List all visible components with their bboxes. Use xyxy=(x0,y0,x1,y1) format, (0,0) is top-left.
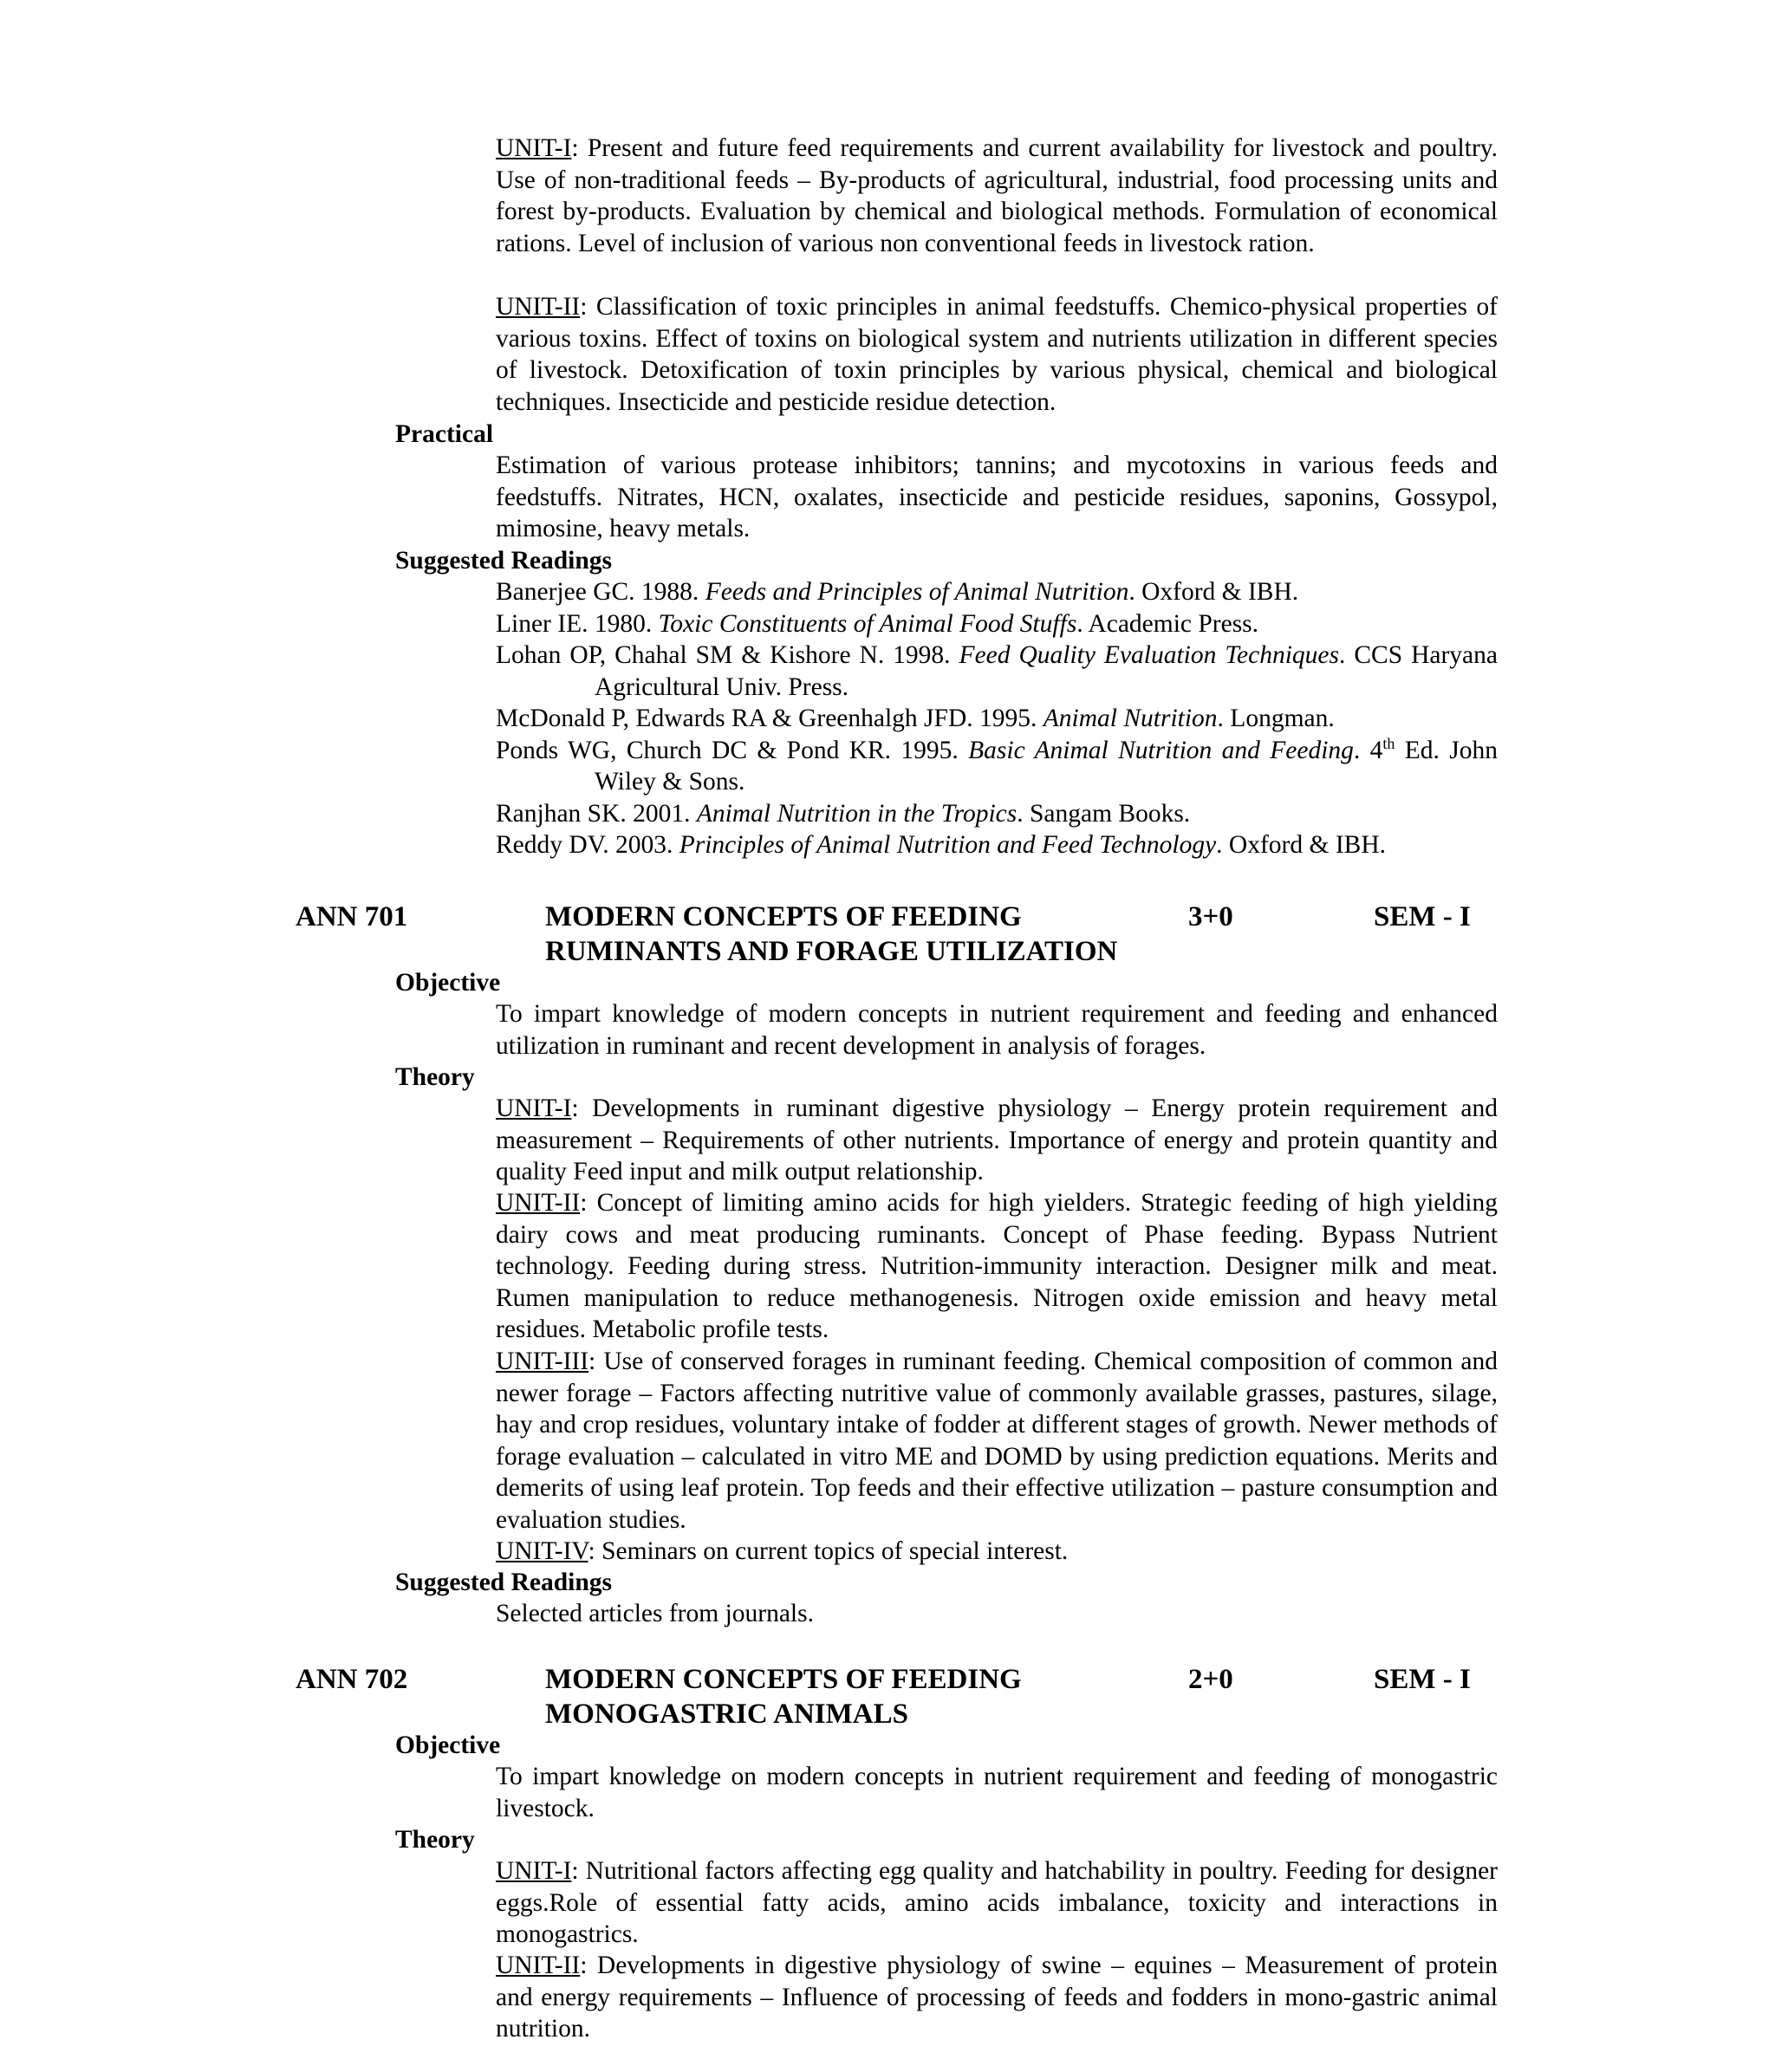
unit-ii-paragraph xyxy=(496,1187,1498,1346)
unit-label: UNIT-I xyxy=(496,1094,572,1122)
unit-i-paragraph xyxy=(496,1855,1498,1951)
objective-text: To impart knowledge of modern concepts in nutrient requirement and feeding and enhanced utilization in ruminant and recent development in analysis of forages. xyxy=(496,1000,1498,1060)
unit-text: : Present and future feed requirements and current availability for livestock and poultry. Use of non-traditional feeds – By-products of agricultural, industrial, food processing units and forest by-products. Evaluation by chemical and biological methods. Formulation of economical rations. Level of inclusion of various non conventional feeds in livestock ration. xyxy=(496,134,1498,257)
reference-item: Lohan OP, Chahal SM & Kishore N. 1998. Feed Quality Evaluation Techniques. CCS Haryana Agricultural Univ. Press. xyxy=(496,641,1498,701)
unit-label: UNIT-II xyxy=(496,1952,581,1979)
readings-paragraph xyxy=(496,1598,1498,1630)
objective-heading: Objective xyxy=(395,1731,501,1759)
course-credits: 2+0 xyxy=(1188,1664,1233,1695)
reference-item: McDonald P, Edwards RA & Greenhalgh JFD. 1995. Animal Nutrition. Longman. xyxy=(496,705,1335,732)
unit-iii-paragraph xyxy=(496,1346,1498,1536)
unit-i-paragraph xyxy=(496,133,1498,259)
course-semester: SEM - I xyxy=(1374,1664,1471,1695)
course-credits: 3+0 xyxy=(1188,901,1233,932)
unit-iv-paragraph xyxy=(496,1536,1498,1568)
course-title: MODERN CONCEPTS OF FEEDING MONOGASTRIC ANIMALS xyxy=(545,1664,1022,1730)
reference-item: Ranjhan SK. 2001. Animal Nutrition in the Tropics. Sangam Books. xyxy=(496,799,1191,828)
course-code: ANN 702 xyxy=(296,1664,408,1695)
unit-text: : Developments in digestive physiology of swine – equines – Measurement of protein and energy requirements – Influence of processing of feeds and fodders in mono-gastric animal nutrition. xyxy=(496,1952,1498,2043)
objective-heading: Objective xyxy=(395,969,501,997)
practical-text: Estimation of various protease inhibitors; tannins; and mycotoxins in various feeds and feedstuffs. Nitrates, HCN, oxalates, insecticide and pesticide residues, saponins, Gossypol, mimosine, heavy metals. xyxy=(496,451,1498,542)
suggested-readings-heading: Suggested Readings xyxy=(395,1569,612,1596)
unit-label: UNIT-I xyxy=(496,1857,572,1885)
reference-item: Banerjee GC. 1988. Feeds and Principles of Animal Nutrition. Oxford & IBH. xyxy=(496,578,1299,606)
unit-ii-paragraph xyxy=(496,1950,1498,2045)
reference-item: Reddy DV. 2003. Principles of Animal Nutrition and Feed Technology. Oxford & IBH. xyxy=(496,831,1386,859)
course-title: MODERN CONCEPTS OF FEEDING RUMINANTS AND FORAGE UTILIZATION xyxy=(545,901,1118,967)
reference-list xyxy=(496,576,1498,861)
unit-i-paragraph xyxy=(496,1093,1498,1188)
course-semester: SEM - I xyxy=(1374,901,1471,932)
course-header-ann-702 xyxy=(0,1662,1775,1731)
unit-label: UNIT-IV xyxy=(496,1537,588,1565)
unit-text: : Concept of limiting amino acids for high yielders. Strategic feeding of high yielding dairy cows and meat producing ruminants. Concept of Phase feeding. Bypass Nutrient technology. Feeding during stress. Nutrition-immunity interaction. Designer milk and meat. Rumen manipulation to reduce methanogenesis. Nitrogen oxide emission and heavy metal residues. Metabolic profile tests. xyxy=(496,1189,1498,1343)
suggested-readings-heading: Suggested Readings xyxy=(395,547,612,575)
theory-heading: Theory xyxy=(395,1063,475,1091)
practical-paragraph xyxy=(496,450,1498,545)
theory-heading: Theory xyxy=(395,1826,475,1854)
unit-label: UNIT-III xyxy=(496,1348,589,1375)
unit-text: : Use of conserved forages in ruminant feeding. Chemical composition of common and newer forage – Factors affecting nutritive value of commonly available grasses, pastures, silage, hay and crop residues, voluntary intake of fodder at different stages of growth. Newer methods of forage evaluation – calculated in vitro ME and DOMD by using prediction equations. Merits and demerits of using leaf protein. Top feeds and their effective utilization – pasture consumption and evaluation studies. xyxy=(496,1348,1498,1534)
objective-paragraph xyxy=(496,1761,1498,1824)
reference-item: Ponds WG, Church DC & Pond KR. 1995. Basic Animal Nutrition and Feeding. 4th Ed. John Wiley & Sons. xyxy=(496,734,1498,796)
readings-text: Selected articles from journals. xyxy=(496,1600,814,1627)
course-header-ann-701 xyxy=(0,900,1775,969)
unit-text: : Developments in ruminant digestive physiology – Energy protein requirement and measurement – Requirements of other nutrients. Importance of energy and protein quantity and quality Feed input and milk output relationship. xyxy=(496,1094,1498,1185)
objective-text: To impart knowledge on modern concepts in nutrient requirement and feeding of monogastric livestock. xyxy=(496,1763,1498,1822)
unit-label: UNIT-II xyxy=(496,1189,581,1217)
practical-heading: Practical xyxy=(395,420,494,448)
unit-text: : Nutritional factors affecting egg quality and hatchability in poultry. Feeding for designer eggs.Role of essential fatty acids, amino acids imbalance, toxicity and interactions in monogastrics. xyxy=(496,1857,1498,1948)
reference-item: Liner IE. 1980. Toxic Constituents of Animal Food Stuffs. Academic Press. xyxy=(496,609,1259,638)
objective-paragraph xyxy=(496,998,1498,1062)
unit-label: UNIT-II xyxy=(496,293,581,321)
unit-text: : Seminars on current topics of special interest. xyxy=(588,1537,1069,1565)
unit-ii-paragraph xyxy=(496,291,1498,418)
unit-label: UNIT-I xyxy=(496,134,572,162)
unit-text: : Classification of toxic principles in animal feedstuffs. Chemico-physical properties of various toxins. Effect of toxins on biological system and nutrients utilization in different species of livestock. Detoxification of toxin principles by various physical, chemical and biological techniques. Insecticide and pesticide residue detection. xyxy=(496,293,1498,416)
course-code: ANN 701 xyxy=(296,901,408,932)
